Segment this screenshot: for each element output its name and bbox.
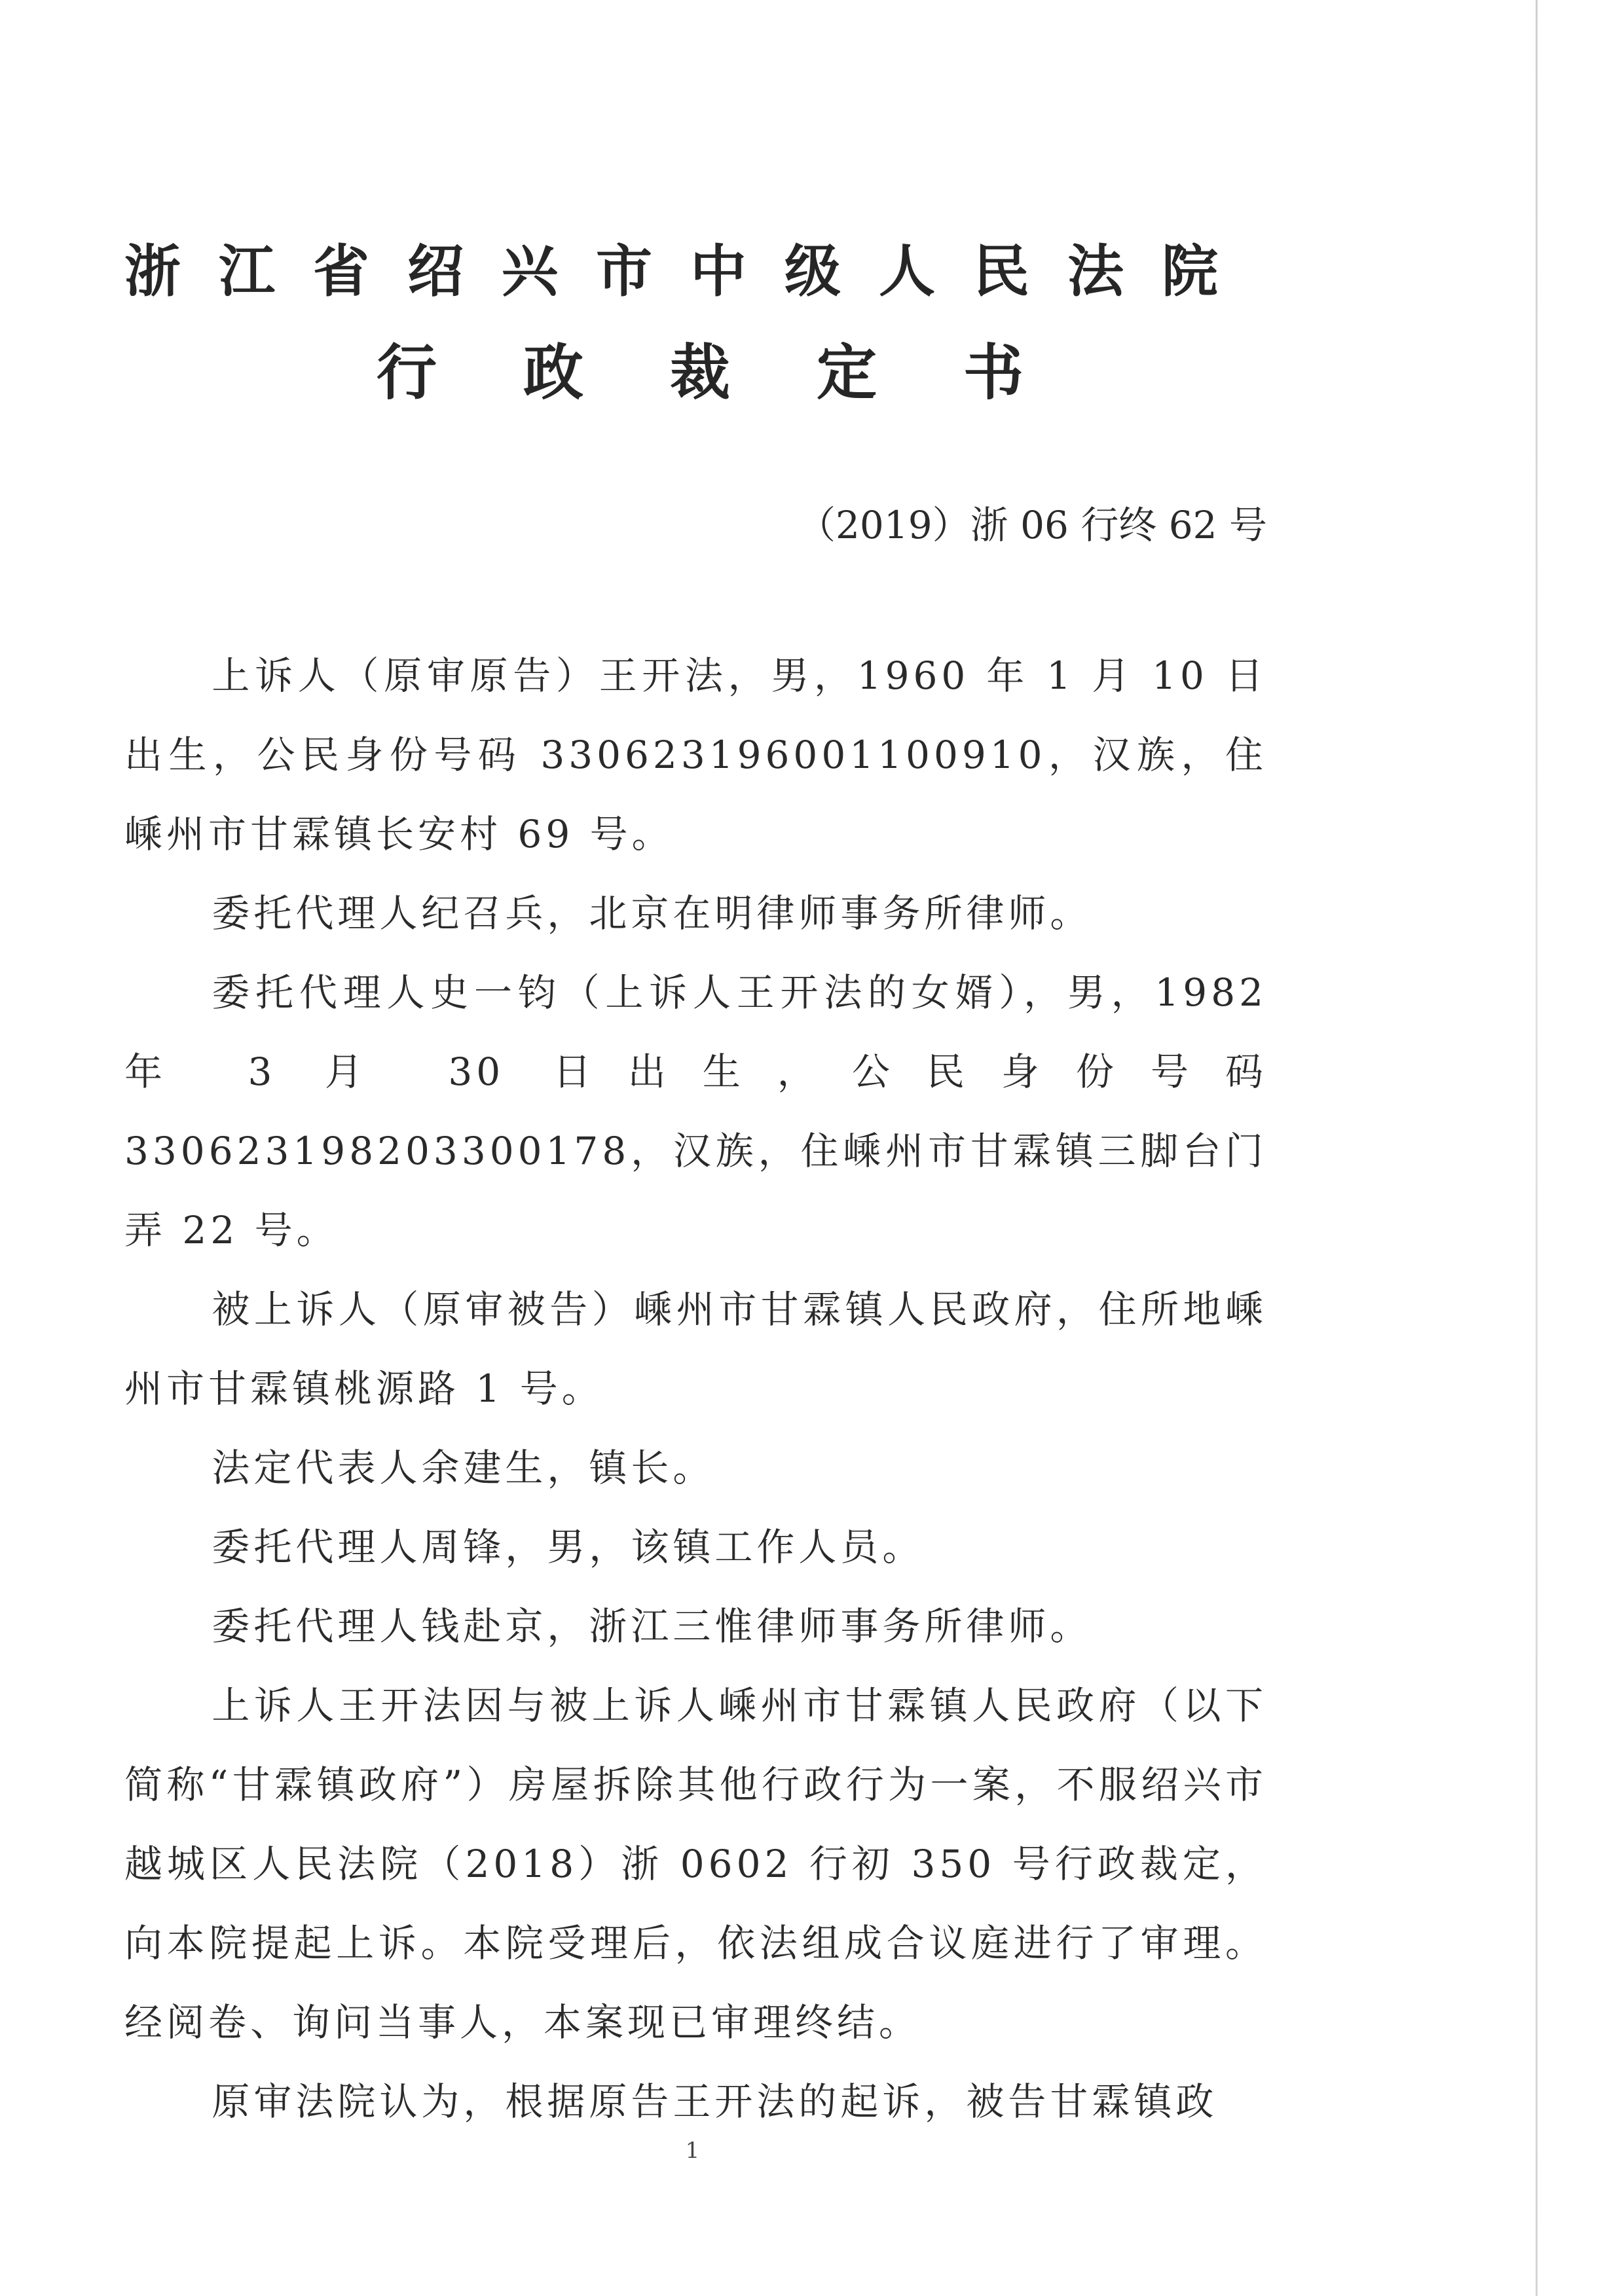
page-number: 1 (685, 2138, 700, 2164)
paragraph-agent-1: 委托代理人纪召兵，北京在明律师事务所律师。 (212, 891, 1092, 936)
document-body (124, 636, 1267, 2141)
court-name-heading: 浙江省绍兴市中级人民法院 (124, 239, 1256, 304)
paragraph-appellant: 上诉人（原审原告）王开法，男，1960 年 1 月 10 日出生，公民身份号码 330623196001100910，汉族，住嵊州市甘霖镇长安村 69 号。 (124, 653, 1267, 856)
paragraph-case-summary: 上诉人王开法因与被上诉人嵊州市甘霖镇人民政府（以下简称“甘霖镇政府”）房屋拆除其他行政行为一案，不服绍兴市越城区人民法院（2018）浙 0602 行初 350 号行政裁定，向本院提起上诉。本院受理后，依法组成合议庭进行了审理。经阅卷、询问当事人，本案现已审理终结。 (124, 1683, 1267, 2045)
scan-edge-line (1536, 0, 1538, 2296)
paragraph-legal-representative: 法定代表人余建生，镇长。 (212, 1446, 715, 1490)
case-number: （2019）浙 06 行终 62 号 (798, 503, 1267, 547)
paragraph-original-court-opinion: 原审法院认为，根据原告王开法的起诉，被告甘霖镇政 (212, 2079, 1218, 2124)
paragraph-agent-3: 委托代理人周锋，男，该镇工作人员。 (212, 1525, 925, 1569)
paragraph-agent-4: 委托代理人钱赴京，浙江三惟律师事务所律师。 (212, 1604, 1092, 1649)
paragraph-agent-2: 委托代理人史一钧（上诉人王开法的女婿），男，1982 年 3 月 30 日出生，公民身份号码 330623198203300178，汉族，住嵊州市甘霖镇三脚台门弄 22 号。 (124, 970, 1267, 1252)
paragraph-appellee: 被上诉人（原审被告）嵊州市甘霖镇人民政府，住所地嵊州市甘霖镇桃源路 1 号。 (124, 1287, 1267, 1411)
document-type-heading: 行政裁定书 (377, 338, 1111, 408)
